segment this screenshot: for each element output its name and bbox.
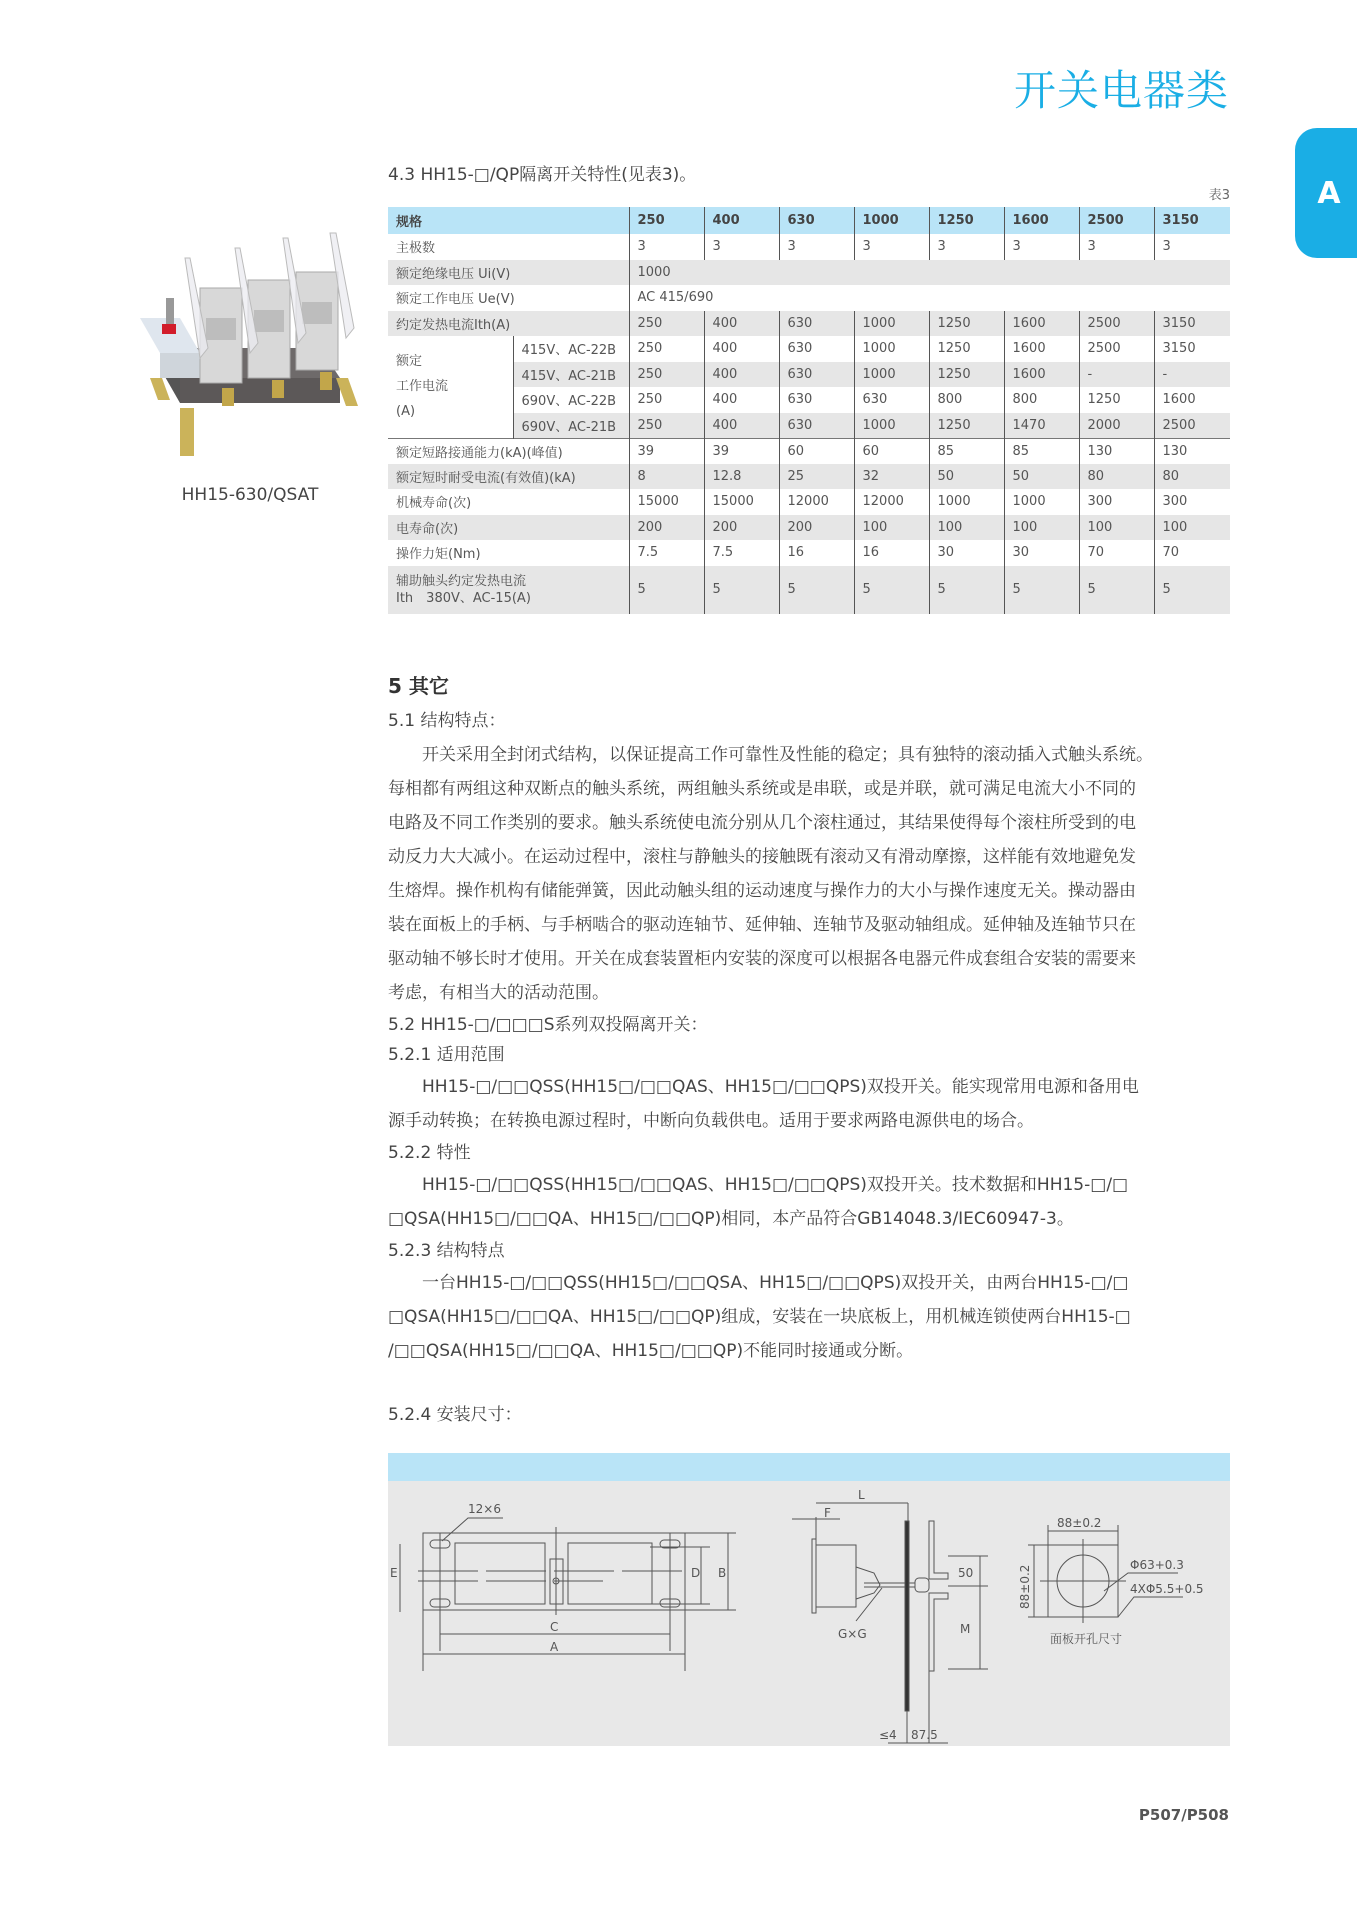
row-label: 操作力矩(Nm) xyxy=(396,547,481,563)
cell: 1000 xyxy=(629,260,1230,286)
cell: 5 xyxy=(929,566,1004,614)
cell: 3 xyxy=(1004,234,1079,260)
header-cell: 3150 xyxy=(1154,207,1230,234)
cell: 1250 xyxy=(929,362,1004,388)
sub-label: 415V、AC-21B xyxy=(513,362,629,388)
dim-gg: G×G xyxy=(838,1627,867,1641)
paragraph-line: 装在面板上的手柄、与手柄啮合的驱动连轴节、延伸轴、连轴节及驱动轴组成。延伸轴及连轴节只在 xyxy=(388,915,1136,935)
cell: 3 xyxy=(929,234,1004,260)
install-drawing xyxy=(388,1481,1230,1746)
subheading: 5.2.2 特性 xyxy=(388,1143,471,1163)
sub-label: 690V、AC-21B xyxy=(513,413,629,439)
row-label: 机械寿命(次) xyxy=(396,496,472,512)
subheading: 5.2 HH15-□/□□□S系列双投隔离开关： xyxy=(388,1015,708,1035)
cell: 2500 xyxy=(1154,413,1230,439)
cell: 630 xyxy=(779,336,854,362)
row-label: 约定发热电流Ith(A) xyxy=(388,311,629,337)
cell: 7.5 xyxy=(629,540,704,566)
cell: 100 xyxy=(929,515,1004,541)
cell: 1600 xyxy=(1004,362,1079,388)
cell: 1000 xyxy=(854,413,929,439)
table-row xyxy=(388,311,1230,337)
cell: 1000 xyxy=(854,311,929,337)
table-row xyxy=(388,285,1230,311)
cell: 250 xyxy=(629,413,704,439)
cell: 630 xyxy=(779,311,854,337)
table-row xyxy=(388,540,1230,566)
table-row xyxy=(388,234,1230,260)
cell: 7.5 xyxy=(704,540,779,566)
cell: 630 xyxy=(779,362,854,388)
cell: 5 xyxy=(1079,566,1154,614)
table-row xyxy=(388,413,1230,439)
cell: - xyxy=(1154,362,1230,388)
product-image xyxy=(140,228,360,458)
row-label: 主极数 xyxy=(396,241,436,257)
cell: 80 xyxy=(1154,464,1230,490)
subheading: 5.2.4 安装尺寸： xyxy=(388,1405,522,1425)
cell: 5 xyxy=(704,566,779,614)
header-cell: 400 xyxy=(704,207,779,234)
cell: AC 415/690 xyxy=(629,285,1230,311)
subheading: 5.2.1 适用范围 xyxy=(388,1045,505,1065)
cell: 50 xyxy=(1004,464,1079,490)
dim-slot: 12×6 xyxy=(468,1502,501,1516)
header-cell: 1000 xyxy=(854,207,929,234)
label-line: (A) xyxy=(396,404,416,420)
cell: 12.8 xyxy=(704,464,779,490)
dim-c: C xyxy=(550,1620,559,1634)
dim-e: E xyxy=(390,1566,398,1580)
cell: 39 xyxy=(629,438,704,464)
paragraph-line: 生熔焊。操作机构有储能弹簧，因此动触头组的运动速度与操作力的大小与操作速度无关。操动器由 xyxy=(388,881,1136,901)
cell: 85 xyxy=(1004,438,1079,464)
cell: 400 xyxy=(704,387,779,413)
cell: 630 xyxy=(779,387,854,413)
header-cell: 2500 xyxy=(1079,207,1154,234)
row-label: 额定短时耐受电流(有效值)(kA) xyxy=(388,464,629,490)
section-4-3-heading: 4.3 HH15-□/QP隔离开关特性(见表3)。 xyxy=(388,165,697,185)
cell: 3150 xyxy=(1154,336,1230,362)
table-number: 表3 xyxy=(1208,188,1230,203)
paragraph-line: HH15-□/□□QSS(HH15□/□□QAS、HH15□/□□QPS)双投开关。技术数据和HH15-□/□ xyxy=(422,1175,1129,1195)
cell: 3150 xyxy=(1154,311,1230,337)
cell: 15000 xyxy=(704,489,779,515)
cell: 250 xyxy=(629,336,704,362)
cell: 2500 xyxy=(1079,336,1154,362)
paragraph-line: /□□QSA(HH15□/□□QA、HH15□/□□QP)不能同时接通或分断。 xyxy=(388,1341,914,1361)
cell: 130 xyxy=(1154,438,1230,464)
cell: 400 xyxy=(704,413,779,439)
cell: 400 xyxy=(704,336,779,362)
sub-label: 690V、AC-22B xyxy=(513,387,629,413)
cell: 2000 xyxy=(1079,413,1154,439)
subheading: 5.1 结构特点： xyxy=(388,711,506,731)
cell: 250 xyxy=(629,311,704,337)
sub-label: 415V、AC-22B xyxy=(513,336,629,362)
dim-cut-height: 88±0.2 xyxy=(1018,1564,1032,1609)
cell: 1000 xyxy=(854,336,929,362)
paragraph-line: 开关采用全封闭式结构，以保证提高工作可靠性及性能的稳定；具有独特的滚动插入式触头系统。 xyxy=(422,745,1153,765)
cell: 5 xyxy=(1004,566,1079,614)
cell: 2500 xyxy=(1079,311,1154,337)
table-row xyxy=(388,387,1230,413)
cell: 60 xyxy=(854,438,929,464)
cell: 3 xyxy=(779,234,854,260)
cell: 85 xyxy=(929,438,1004,464)
dim-50: 50 xyxy=(958,1566,974,1580)
cell: 100 xyxy=(854,515,929,541)
dim-b: B xyxy=(718,1566,727,1580)
cell: 3 xyxy=(854,234,929,260)
cell: 630 xyxy=(854,387,929,413)
cell: 1000 xyxy=(929,489,1004,515)
row-label: 额定短路接通能力(kA)(峰值) xyxy=(388,438,629,464)
label-line: 工作电流 xyxy=(396,379,449,395)
install-drawing-band xyxy=(388,1453,1230,1481)
paragraph-line: □QSA(HH15□/□□QA、HH15□/□□QP)组成，安装在一块底板上，用机械连锁使两台HH15-□ xyxy=(388,1307,1131,1327)
cell: - xyxy=(1079,362,1154,388)
table-row xyxy=(388,336,1230,362)
dim-cut-hole: Φ63+0.3 xyxy=(1130,1558,1184,1572)
dim-cut-screw: 4XΦ5.5+0.5 xyxy=(1130,1582,1204,1596)
dim-87-5: 87.5 xyxy=(911,1728,938,1742)
table-row xyxy=(388,515,1230,541)
table-row xyxy=(388,464,1230,490)
cell: 1600 xyxy=(1154,387,1230,413)
dim-a: A xyxy=(550,1640,559,1654)
row-label: 额定绝缘电压 Ui(V) xyxy=(388,260,629,286)
table-header-row xyxy=(388,207,1230,234)
spec-table xyxy=(388,207,1230,614)
header-cell: 1250 xyxy=(929,207,1004,234)
cell: 1000 xyxy=(1004,489,1079,515)
cell: 200 xyxy=(629,515,704,541)
cell: 130 xyxy=(1079,438,1154,464)
dim-d: D xyxy=(691,1566,701,1580)
dim-cut-width: 88±0.2 xyxy=(1057,1516,1102,1530)
cell: 1470 xyxy=(1004,413,1079,439)
table-row xyxy=(388,362,1230,388)
label-line: 辅助触头约定发热电流 xyxy=(396,573,527,589)
label-line: 额定 xyxy=(396,354,423,370)
cell: 60 xyxy=(779,438,854,464)
cell: 3 xyxy=(629,234,704,260)
cutout-caption: 面板开孔尺寸 xyxy=(1050,1632,1123,1646)
table-row xyxy=(388,260,1230,286)
paragraph-line: 每相都有两组这种双断点的触头系统，两组触头系统或是串联，或是并联，就可满足电流大小不同的 xyxy=(388,779,1136,799)
table-row xyxy=(388,438,1230,464)
cell: 800 xyxy=(1004,387,1079,413)
cell: 1250 xyxy=(929,311,1004,337)
section-5-heading: 5 其它 xyxy=(388,674,449,698)
paragraph-line: HH15-□/□□QSS(HH15□/□□QAS、HH15□/□□QPS)双投开关。能实现常用电源和备用电 xyxy=(422,1077,1139,1097)
cell: 300 xyxy=(1154,489,1230,515)
cell: 1250 xyxy=(929,336,1004,362)
section-tab-a[interactable]: A xyxy=(1295,128,1357,258)
rated-current-label xyxy=(388,336,513,438)
cell: 100 xyxy=(1079,515,1154,541)
cell: 15000 xyxy=(629,489,704,515)
header-cell: 250 xyxy=(629,207,704,234)
cell: 80 xyxy=(1079,464,1154,490)
cell: 250 xyxy=(629,362,704,388)
cell: 16 xyxy=(854,540,929,566)
paragraph-line: 电路及不同工作类别的要求。触头系统使电流分别从几个滚柱通过，其结果使得每个滚柱所受到的电 xyxy=(388,813,1136,833)
cell: 3 xyxy=(1079,234,1154,260)
cell: 1250 xyxy=(929,413,1004,439)
cell: 1250 xyxy=(1079,387,1154,413)
cell: 70 xyxy=(1154,540,1230,566)
paragraph-line: 动反力大大减小。在运动过程中，滚柱与静触头的接触既有滚动又有滑动摩擦，这样能有效地避免发 xyxy=(388,847,1136,867)
cell: 200 xyxy=(779,515,854,541)
cell: 200 xyxy=(704,515,779,541)
cell: 8 xyxy=(629,464,704,490)
cell: 630 xyxy=(779,413,854,439)
table-row xyxy=(388,566,1230,614)
cell: 1000 xyxy=(854,362,929,388)
cell: 250 xyxy=(629,387,704,413)
cell: 32 xyxy=(854,464,929,490)
cell: 100 xyxy=(1004,515,1079,541)
product-caption: HH15-630/QSAT xyxy=(181,485,319,505)
cell: 5 xyxy=(629,566,704,614)
paragraph-line: □QSA(HH15□/□□QA、HH15□/□□QP)相同，本产品符合GB14048.3/IEC60947-3。 xyxy=(388,1209,1074,1229)
dim-l: L xyxy=(858,1488,865,1502)
paragraph-line: 一台HH15-□/□□QSS(HH15□/□□QSA、HH15□/□□QPS)双投开关，由两台HH15-□/□ xyxy=(422,1273,1129,1293)
cell: 16 xyxy=(779,540,854,566)
dim-f: F xyxy=(824,1506,831,1520)
header-label: 规格 xyxy=(388,207,629,234)
category-title: 开关电器类 xyxy=(1013,66,1229,115)
label-line: Ith 380V、AC-15(A) xyxy=(396,590,531,606)
section-5-2-4 xyxy=(388,1398,1228,1432)
cell: 30 xyxy=(929,540,1004,566)
cell: 5 xyxy=(779,566,854,614)
paragraph-line: 考虑，有相当大的活动范围。 xyxy=(388,983,609,1003)
dim-m: M xyxy=(960,1622,971,1636)
dim-le4: ≤4 xyxy=(879,1728,897,1742)
cell: 12000 xyxy=(779,489,854,515)
header-cell: 1600 xyxy=(1004,207,1079,234)
cell: 50 xyxy=(929,464,1004,490)
cell: 12000 xyxy=(854,489,929,515)
cell: 5 xyxy=(1154,566,1230,614)
table-row xyxy=(388,489,1230,515)
cell: 30 xyxy=(1004,540,1079,566)
cell: 800 xyxy=(929,387,1004,413)
cell: 25 xyxy=(779,464,854,490)
cell: 300 xyxy=(1079,489,1154,515)
cell: 3 xyxy=(704,234,779,260)
cell: 3 xyxy=(1154,234,1230,260)
cell: 1600 xyxy=(1004,336,1079,362)
header-cell: 630 xyxy=(779,207,854,234)
cell: 39 xyxy=(704,438,779,464)
row-label xyxy=(388,566,629,614)
cell: 400 xyxy=(704,362,779,388)
paragraph-line: 源手动转换；在转换电源过程时，中断向负载供电。适用于要求两路电源供电的场合。 xyxy=(388,1111,1034,1131)
cell: 100 xyxy=(1154,515,1230,541)
row-label: 电寿命(次) xyxy=(388,515,629,541)
row-label: 额定工作电压 Ue(V) xyxy=(396,292,515,308)
cell: 70 xyxy=(1079,540,1154,566)
paragraph-line: 驱动轴不够长时才使用。开关在成套装置柜内安装的深度可以根据各电器元件成套组合安装的需要来 xyxy=(388,949,1136,969)
subheading: 5.2.3 结构特点 xyxy=(388,1241,505,1261)
page-number: P507/P508 xyxy=(1138,1806,1229,1824)
cell: 5 xyxy=(854,566,929,614)
cell: 400 xyxy=(704,311,779,337)
cell: 1600 xyxy=(1004,311,1079,337)
section-5-1 xyxy=(388,704,1228,1368)
